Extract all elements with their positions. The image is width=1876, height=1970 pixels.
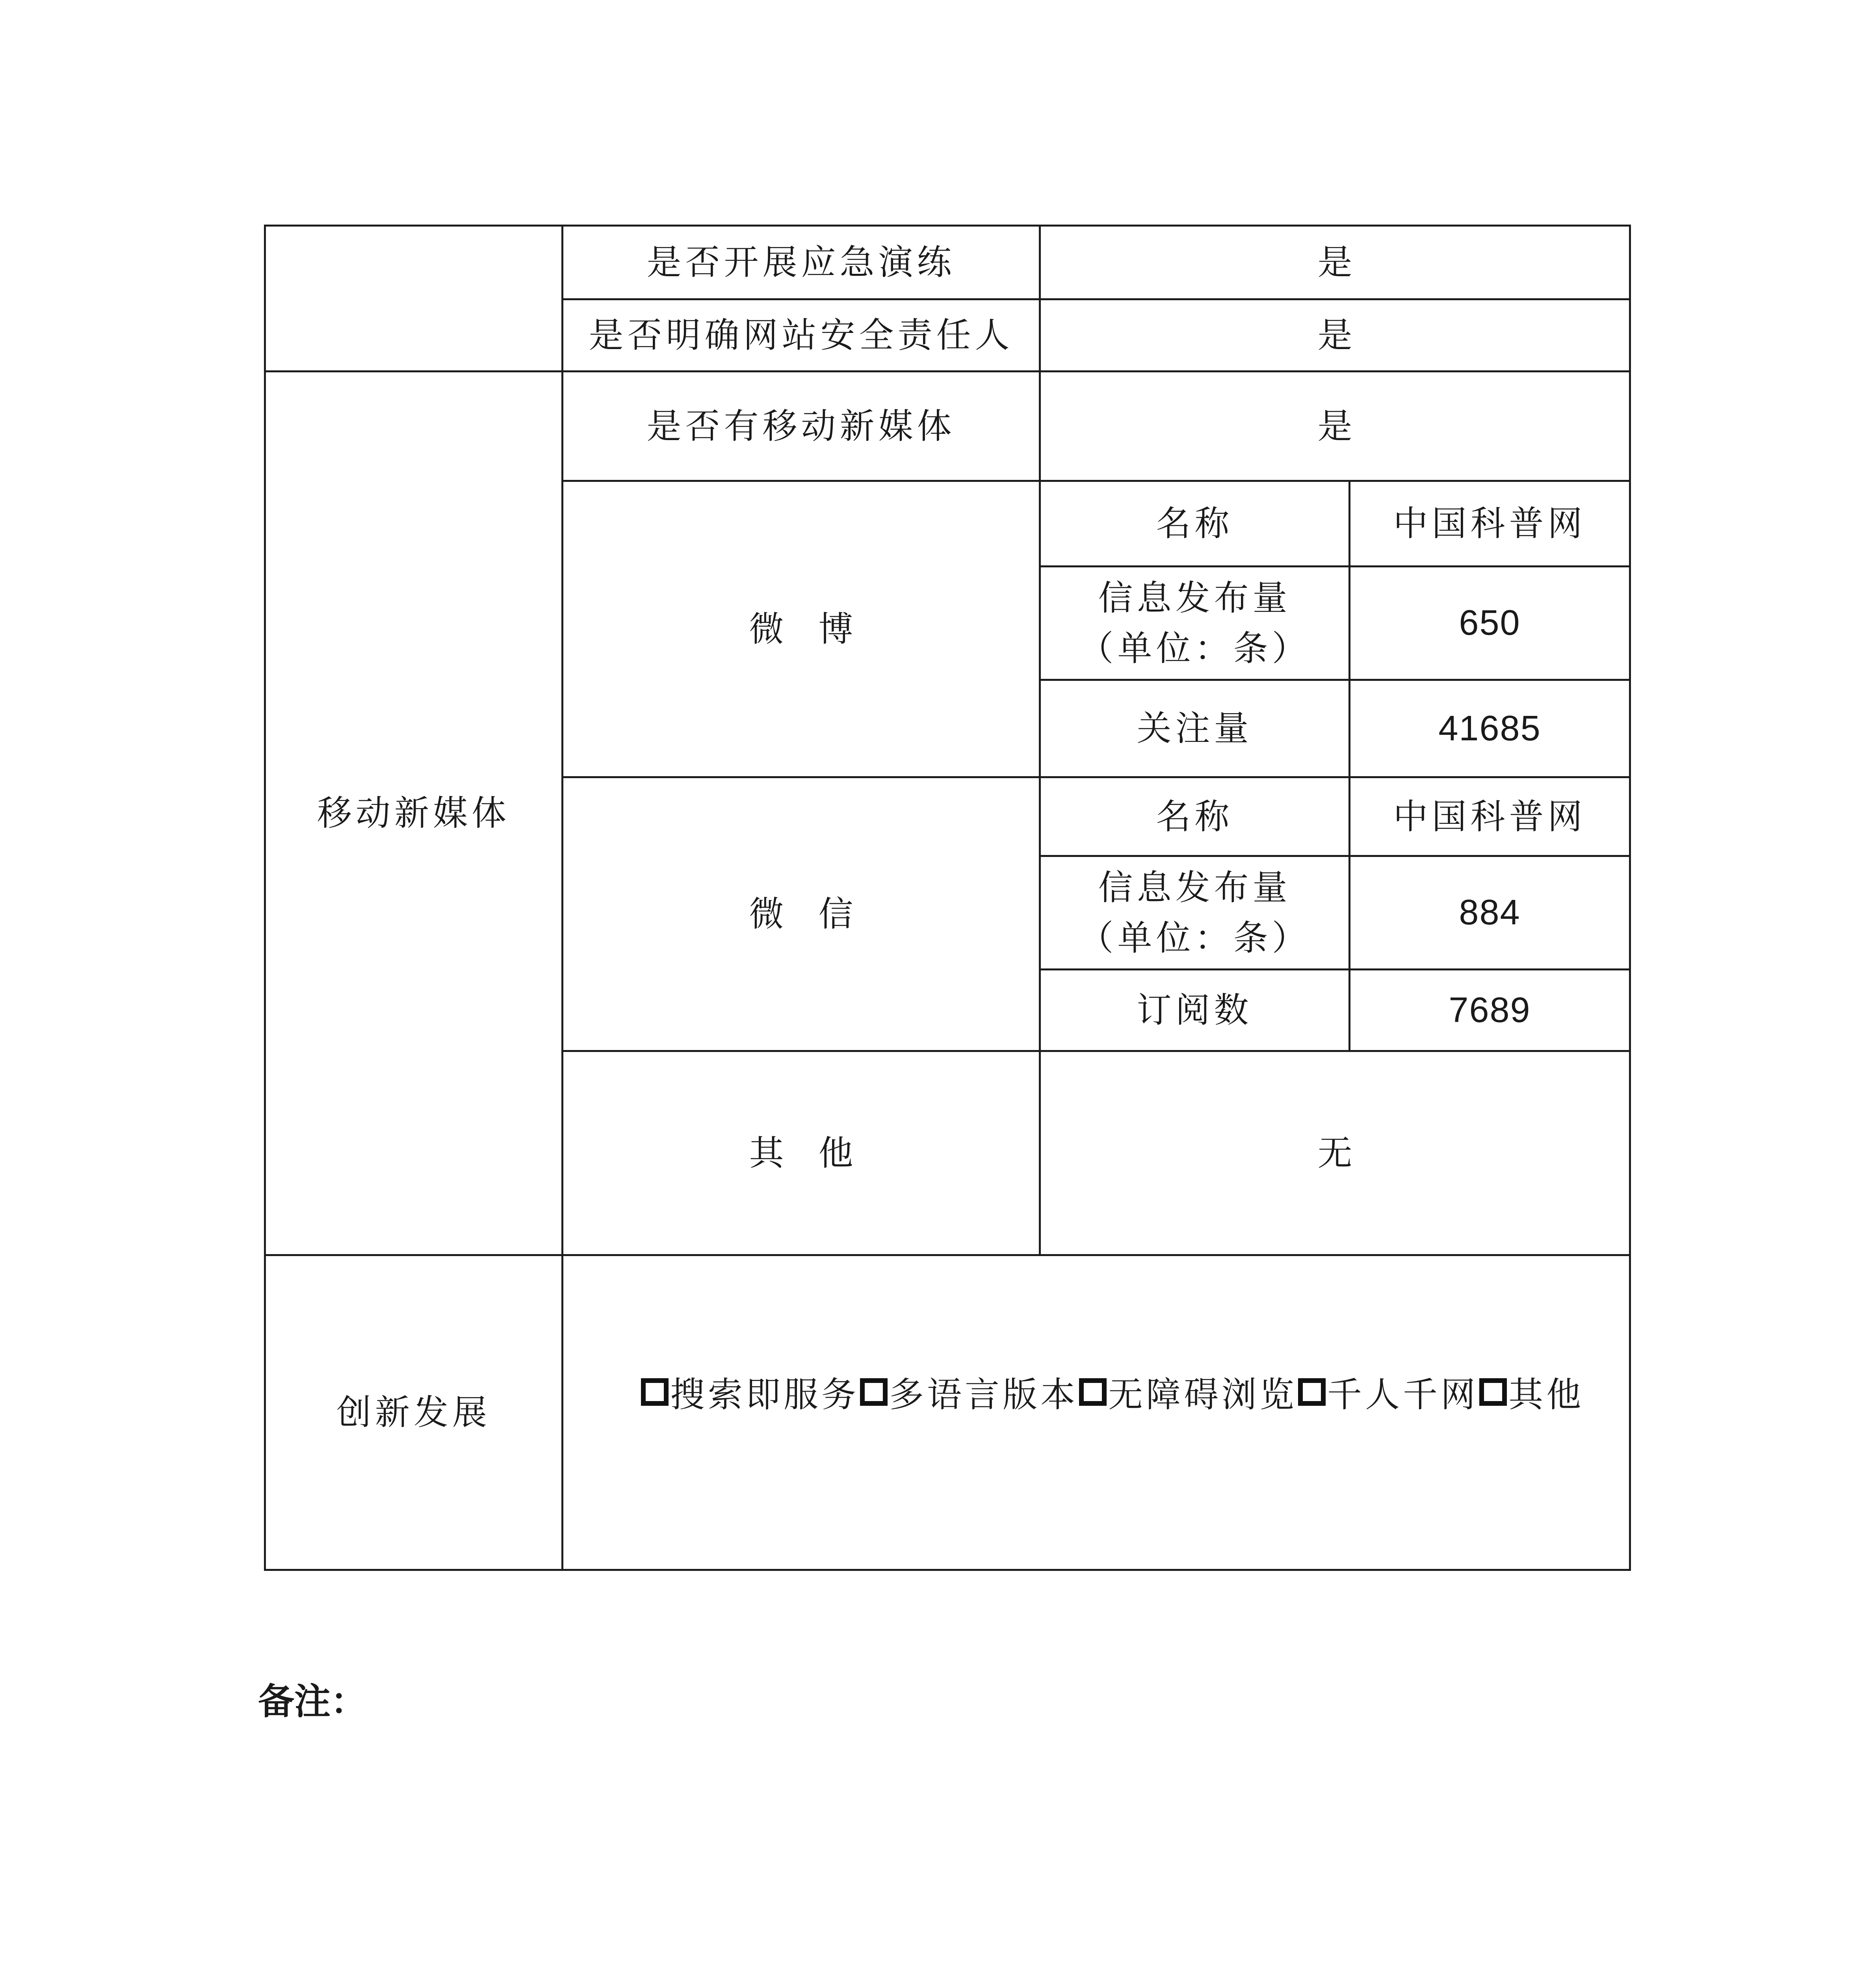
responsible-label: 是否明确网站安全责任人	[589, 315, 1014, 355]
weibo-posts-label-line2: （单位：条）	[1079, 628, 1311, 669]
accessibility-checkbox[interactable]	[1079, 1378, 1107, 1406]
personalization-checkbox[interactable]	[1298, 1378, 1326, 1406]
drill-value: 是	[1317, 242, 1352, 282]
weibo-followers-label: 关注量	[1137, 708, 1253, 749]
drill-label-cell	[563, 227, 1039, 298]
table-line	[264, 1569, 1631, 1571]
wechat-posts-label-line2: （单位：条）	[1079, 917, 1311, 958]
weibo-label: 微 博	[749, 608, 853, 649]
innovation-options	[640, 1367, 1584, 1417]
weibo-name-label: 名称	[1156, 503, 1233, 544]
multilingual-option-label: 多语言版本	[889, 1374, 1079, 1415]
wechat-subscribers-label-cell	[1041, 970, 1348, 1050]
wechat-name-value-cell	[1350, 778, 1629, 855]
innovation-section-cell	[266, 1256, 561, 1569]
weibo-posts-label-line1: 信息发布量	[1098, 577, 1291, 618]
has-media-label: 是否有移动新媒体	[646, 405, 956, 446]
wechat-posts-label-cell	[1041, 857, 1348, 968]
responsible-label-cell	[563, 300, 1039, 370]
wechat-name-label: 名称	[1156, 796, 1233, 837]
other-value: 无	[1317, 1132, 1352, 1173]
other-label-cell	[563, 1052, 1039, 1254]
has-media-label-cell	[563, 372, 1039, 480]
wechat-posts-label-line1: 信息发布量	[1098, 867, 1291, 908]
wechat-posts-value: 884	[1459, 893, 1521, 932]
wechat-label-cell	[563, 778, 1039, 1050]
weibo-posts-label-cell	[1041, 567, 1348, 679]
weibo-followers-value-cell	[1350, 681, 1629, 776]
wechat-name-label-cell	[1041, 778, 1348, 855]
weibo-followers-value: 41685	[1438, 708, 1541, 748]
wechat-posts-value-cell	[1350, 857, 1629, 968]
drill-label: 是否开展应急演练	[646, 242, 956, 282]
accessibility-option-label: 无障碍浏览	[1108, 1374, 1298, 1415]
responsible-value-cell	[1041, 300, 1629, 370]
mobile-media-section-label: 移动新媒体	[317, 793, 510, 833]
weibo-name-value: 中国科普网	[1393, 503, 1586, 544]
other-innovation-option-label: 其他	[1508, 1374, 1584, 1415]
remarks-label: 备注：	[258, 1680, 367, 1723]
search-service-checkbox[interactable]	[641, 1378, 669, 1406]
weibo-name-label-cell	[1041, 482, 1348, 565]
responsible-value: 是	[1317, 315, 1352, 355]
other-label: 其 他	[749, 1132, 853, 1173]
other-value-cell	[1041, 1052, 1629, 1254]
weibo-name-value-cell	[1350, 482, 1629, 565]
innovation-section-label: 创新发展	[336, 1392, 491, 1433]
search-service-option-label: 搜索即服务	[670, 1374, 860, 1415]
personalization-option-label: 千人千网	[1327, 1374, 1479, 1415]
multilingual-checkbox[interactable]	[860, 1378, 888, 1406]
wechat-label: 微 信	[749, 894, 853, 934]
weibo-followers-label-cell	[1041, 681, 1348, 776]
wechat-subscribers-label: 订阅数	[1137, 990, 1253, 1030]
weibo-posts-value-cell	[1350, 567, 1629, 679]
wechat-subscribers-value-cell	[1350, 970, 1629, 1050]
has-media-value-cell	[1041, 372, 1629, 480]
mobile-media-section-cell	[266, 372, 561, 1254]
wechat-subscribers-value: 7689	[1449, 990, 1531, 1030]
other-innovation-checkbox[interactable]	[1479, 1378, 1507, 1406]
wechat-name-value: 中国科普网	[1393, 796, 1586, 837]
weibo-posts-value: 650	[1459, 603, 1521, 643]
drill-value-cell	[1041, 227, 1629, 298]
weibo-label-cell	[563, 482, 1039, 776]
table-line	[1629, 225, 1631, 1571]
has-media-value: 是	[1317, 405, 1352, 446]
